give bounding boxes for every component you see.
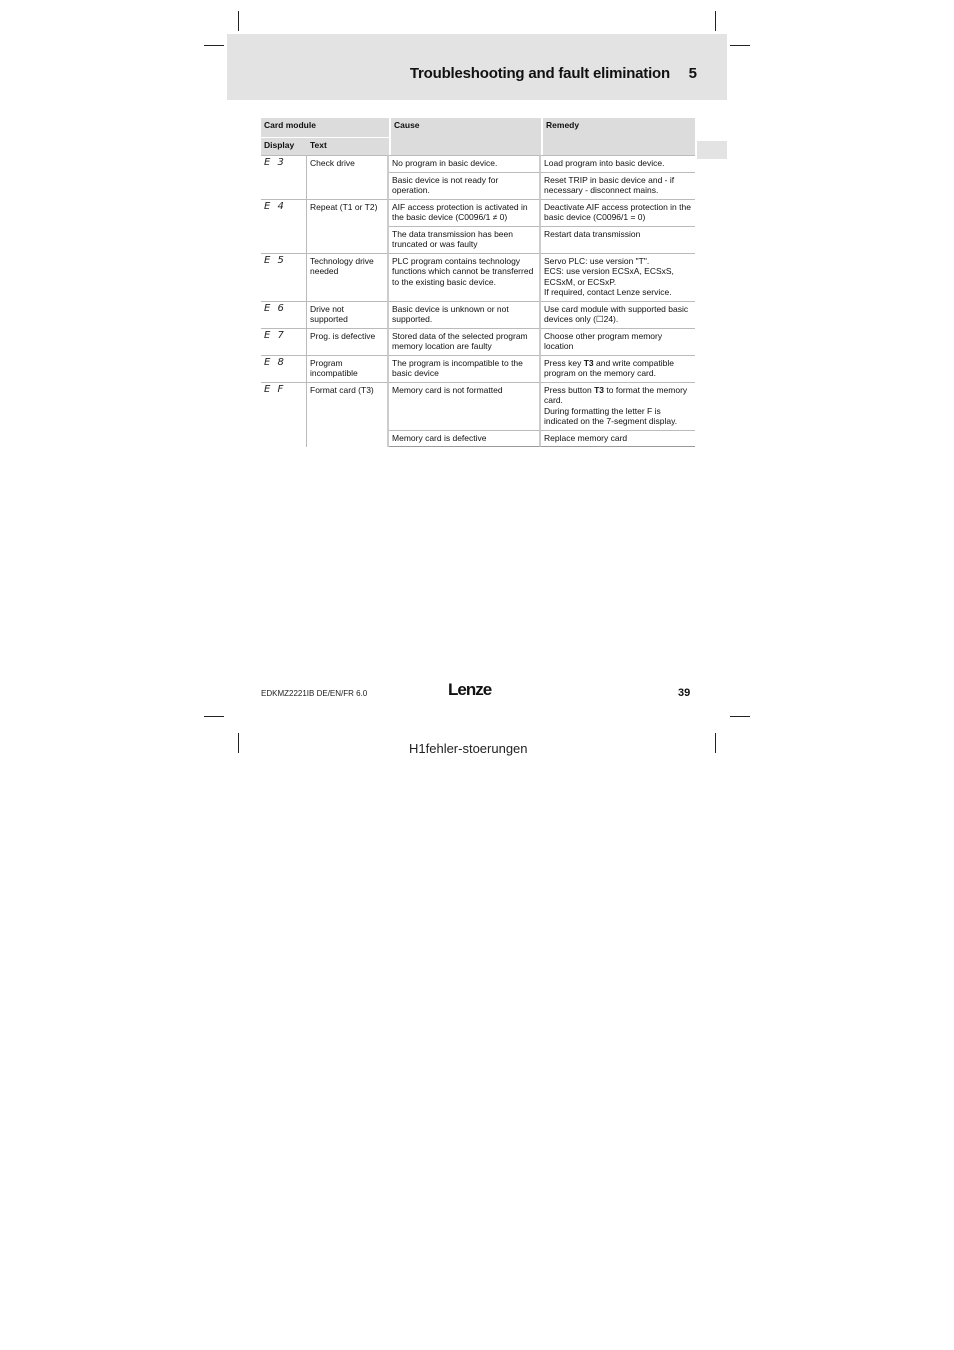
cause-cell: No program in basic device.: [389, 155, 541, 172]
fault-table: [261, 118, 695, 447]
header-card-module: Card module: [261, 118, 389, 137]
table-row: [261, 355, 695, 382]
crop-mark: [204, 716, 224, 717]
remedy-line: ECS: use version ECSxA, ECSxS, ECSxM, or ECSxP.: [544, 266, 674, 287]
remedy-cell: [541, 155, 695, 172]
remedy-cell: [541, 172, 695, 199]
crop-mark: [730, 716, 750, 717]
display-text: Program incompatible: [307, 355, 389, 382]
cause-cell: Memory card is defective: [389, 430, 541, 448]
crop-mark: [238, 733, 239, 753]
table-row: [261, 253, 695, 301]
header-text: Text: [307, 137, 389, 155]
remedy-cell: [541, 382, 695, 430]
header-band: [227, 34, 727, 100]
remedy-cell: [541, 355, 695, 382]
display-code: E F: [261, 382, 307, 448]
remedy-line: During formatting the letter F is indicated on the 7-segment display.: [544, 405, 678, 426]
remedy-cell: [541, 199, 695, 226]
cause-cell: Stored data of the selected program memory location are faulty: [389, 328, 541, 355]
remedy-line: Replace memory card: [544, 432, 628, 443]
crop-mark: [204, 45, 224, 46]
lenze-logo: Lenze: [448, 680, 492, 699]
file-label: H1fehler-stoerungen: [409, 741, 528, 756]
header-display: Display: [261, 137, 307, 155]
cause-cell: Basic device is unknown or not supported.: [389, 301, 541, 328]
remedy-cell: [541, 226, 695, 253]
display-text: Drive not supported: [307, 301, 389, 328]
display-text: Check drive: [307, 155, 389, 199]
crop-mark: [238, 11, 239, 31]
display-text: Prog. is defective: [307, 328, 389, 355]
remedy-line: Reset TRIP in basic device and - if necessary - disconnect mains.: [544, 174, 675, 195]
remedy-line: Load program into basic device.: [544, 158, 665, 168]
display-code: E 7: [261, 328, 307, 355]
header-cause: Cause: [389, 118, 541, 155]
remedy-cell: [541, 328, 695, 355]
cause-cell: Basic device is not ready for operation.: [389, 172, 541, 199]
remedy-line: Press key T3 and write compatible program on the memory card.: [544, 357, 674, 378]
crop-mark: [715, 11, 716, 31]
document-id: EDKMZ2221IB DE/EN/FR 6.0: [261, 689, 368, 698]
table-row: [261, 382, 695, 430]
remedy-cell: [541, 253, 695, 301]
remedy-cell: [541, 430, 695, 448]
cause-cell: The program is incompatible to the basic device: [389, 355, 541, 382]
page-title: Troubleshooting and fault elimination: [409, 65, 670, 82]
fault-table-body: [261, 155, 695, 447]
crop-mark: [715, 733, 716, 753]
remedy-line: Use card module with supported basic devices only (☐24).: [544, 303, 689, 324]
table-row: [261, 328, 695, 355]
display-code: E 6: [261, 301, 307, 328]
display-code: E 8: [261, 355, 307, 382]
remedy-line: Deactivate AIF access protection in the basic device (C0096/1 = 0): [544, 201, 691, 222]
display-text: Technology drive needed: [307, 253, 389, 301]
display-code: E 4: [261, 199, 307, 253]
remedy-line: Servo PLC: use version "T".: [544, 255, 650, 266]
chapter-number: 5: [688, 65, 697, 82]
table-row: [261, 199, 695, 226]
remedy-line: If required, contact Lenze service.: [544, 287, 672, 297]
header-remedy: Remedy: [541, 118, 695, 155]
cause-cell: The data transmission has been truncated or was faulty: [389, 226, 541, 253]
remedy-cell: [541, 301, 695, 328]
remedy-line: Choose other program memory location: [544, 330, 663, 351]
display-code: E 5: [261, 253, 307, 301]
display-code: E 3: [261, 155, 307, 199]
table-row: [261, 155, 695, 172]
remedy-line: Press button T3 to format the memory card.: [544, 384, 688, 405]
cause-cell: Memory card is not formatted: [389, 382, 541, 430]
remedy-line: Restart data transmission: [544, 228, 641, 239]
table-row: [261, 301, 695, 328]
cause-cell: PLC program contains technology functions which cannot be transferred to the existing basic device.: [389, 253, 541, 301]
page-number: 39: [678, 687, 691, 699]
crop-mark: [730, 45, 750, 46]
display-text: Repeat (T1 or T2): [307, 199, 389, 253]
display-text: Format card (T3): [307, 382, 389, 448]
cause-cell: AIF access protection is activated in the basic device (C0096/1 ≠ 0): [389, 199, 541, 226]
side-tab-marker: [697, 141, 727, 159]
